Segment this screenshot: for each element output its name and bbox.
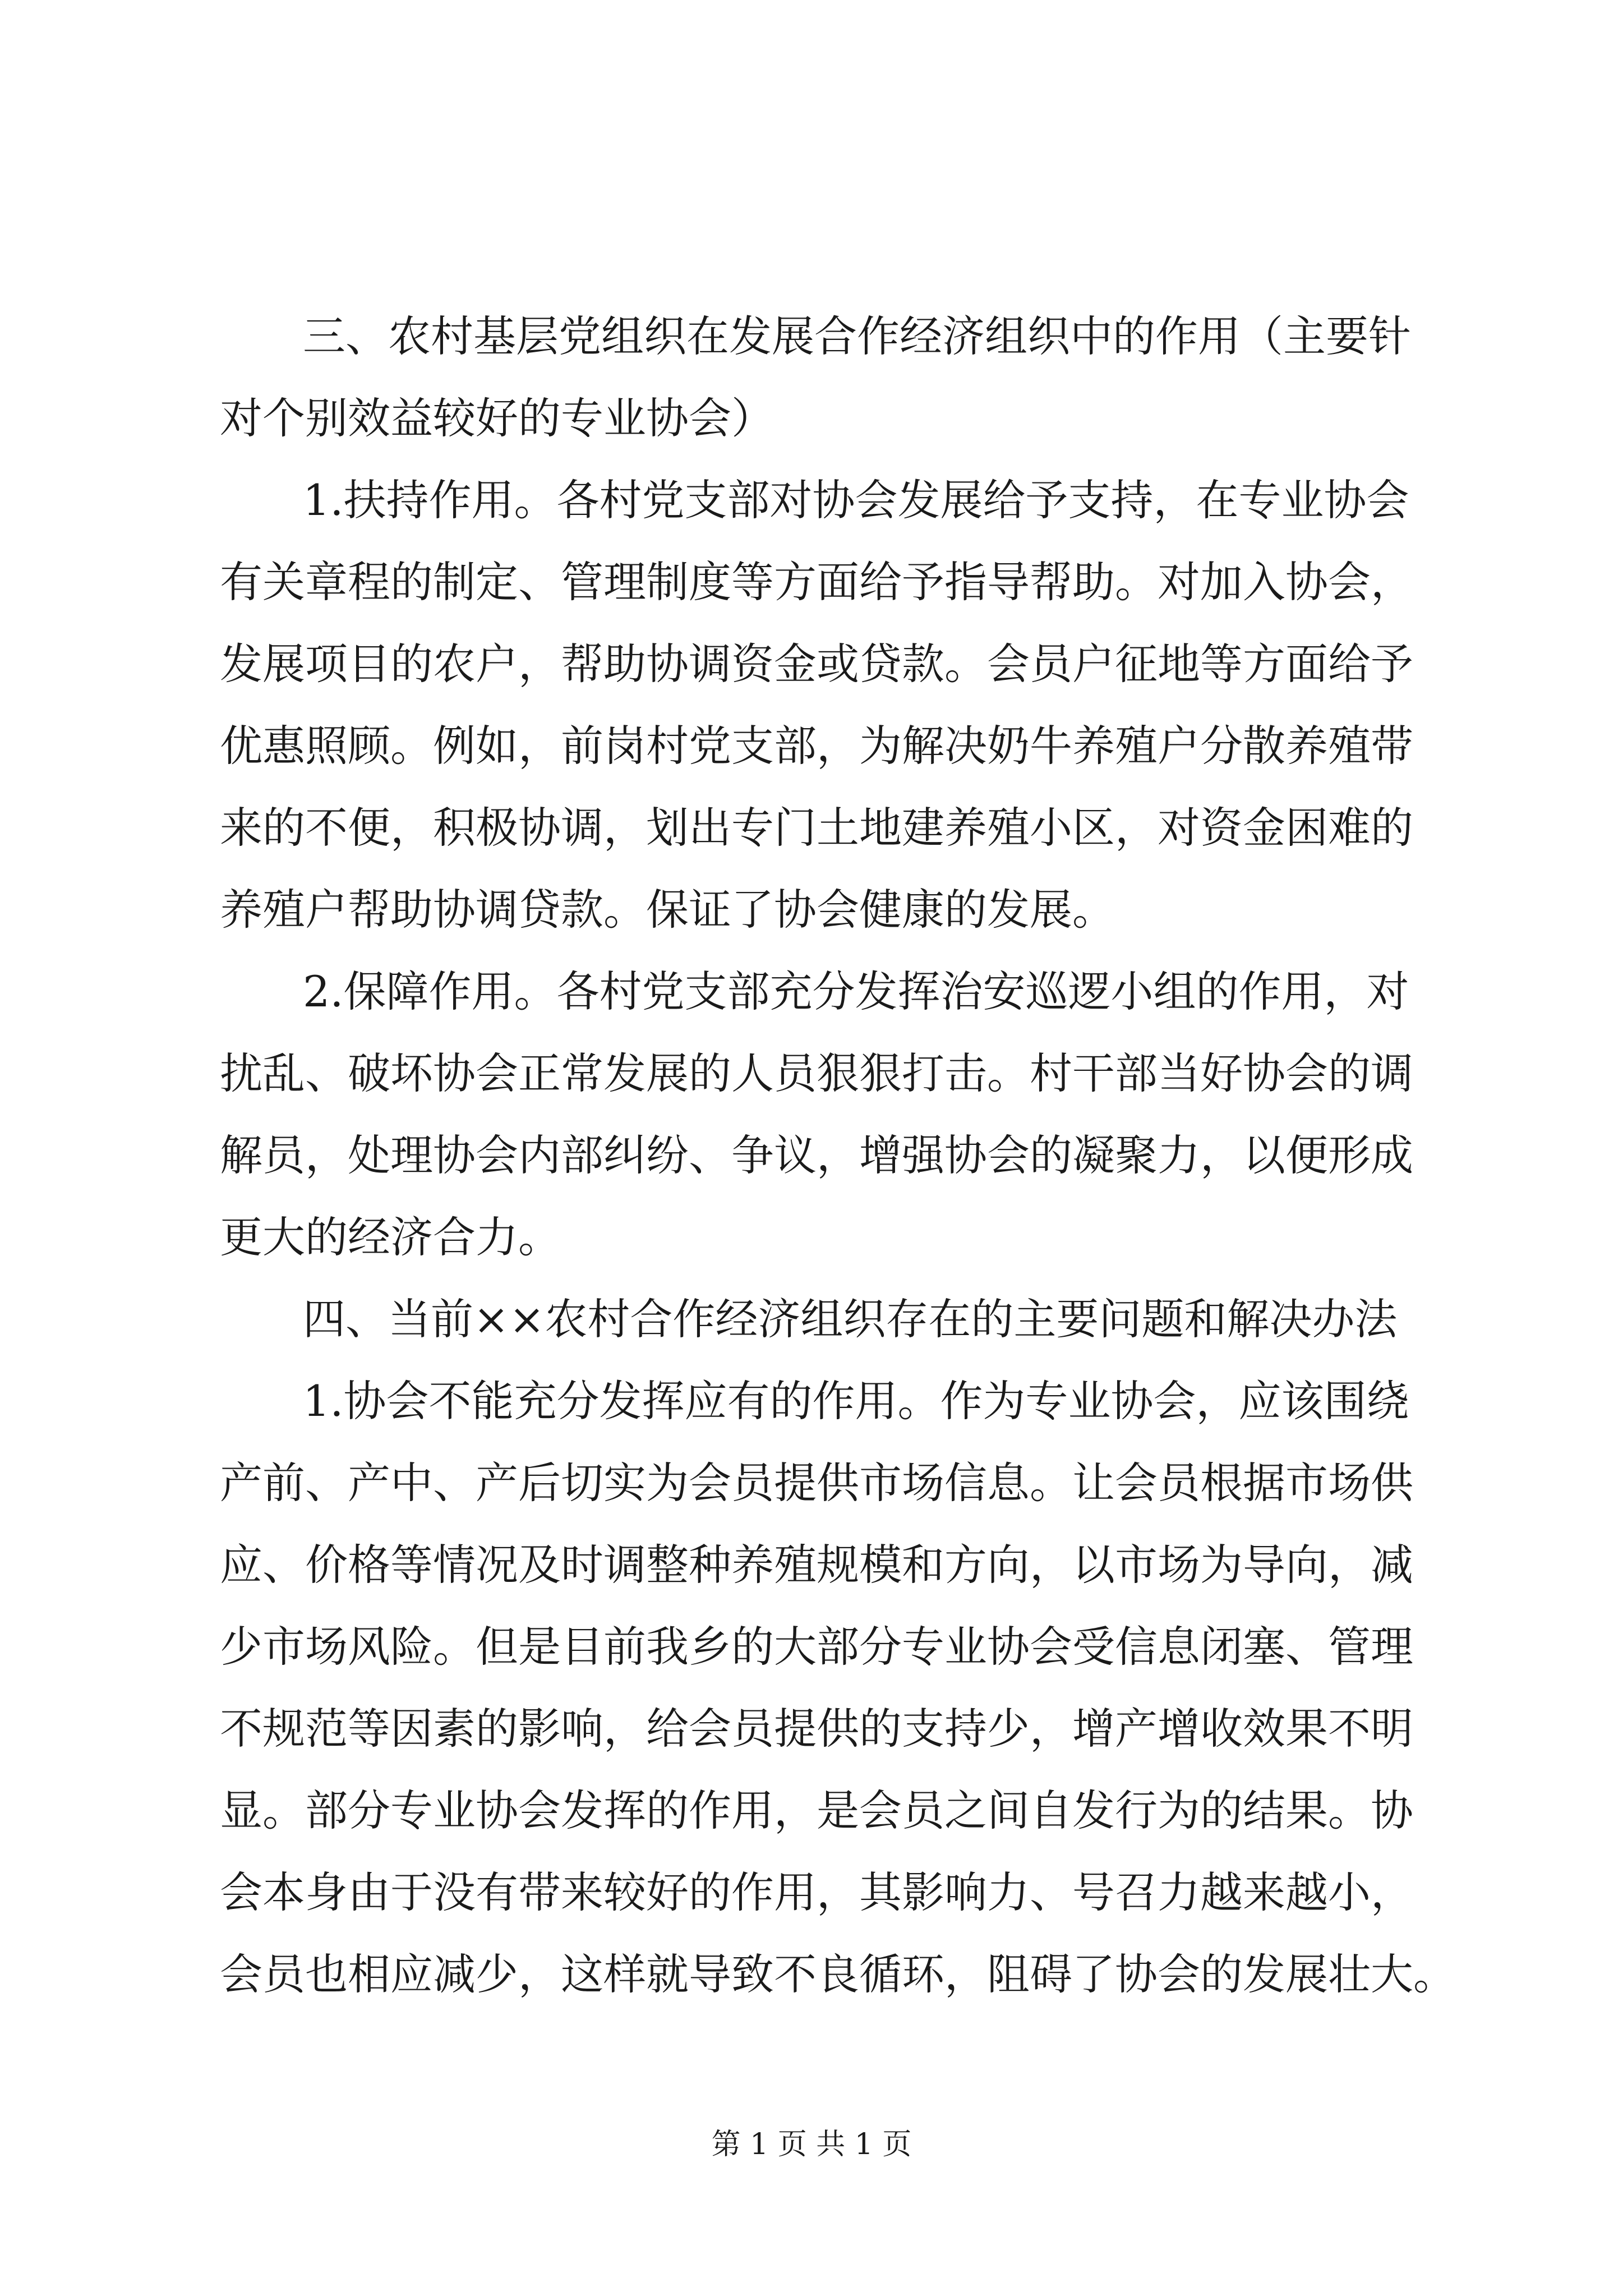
text-line: 会本身由于没有带来较好的作用，其影响力、号召力越来越小，	[220, 1867, 1413, 1917]
paragraph-first-line: 1.扶持作用。各村党支部对协会发展给予支持，在专业协会	[303, 475, 1409, 525]
text-line: 显。部分专业协会发挥的作用，是会员之间自发行为的结果。协	[220, 1786, 1413, 1835]
page-number-footer: 第 1 页 共 1 页	[711, 2128, 912, 2161]
text-line: 发展项目的农户，帮助协调资金或贷款。会员户征地等方面给予	[220, 639, 1413, 689]
paragraph-first-line: 2.保障作用。各村党支部充分发挥治安巡逻小组的作用，对	[303, 967, 1409, 1016]
text-line: 对个别效益较好的专业协会）	[220, 393, 774, 443]
text-line: 来的不便，积极协调，划出专门土地建养殖小区，对资金困难的	[220, 803, 1413, 853]
text-line: 不规范等因素的影响，给会员提供的支持少，增产增收效果不明	[220, 1704, 1413, 1754]
text-line: 产前、产中、产后切实为会员提供市场信息。让会员根据市场供	[220, 1458, 1413, 1508]
paragraph-first-line: 1.协会不能充分发挥应有的作用。作为专业协会，应该围绕	[303, 1376, 1409, 1426]
text-line: 更大的经济合力。	[220, 1212, 561, 1262]
text-line: 少市场风险。但是目前我乡的大部分专业协会受信息闭塞、管理	[220, 1622, 1413, 1672]
section-heading: 四、当前××农村合作经济组织存在的主要问题和解决办法	[303, 1294, 1398, 1344]
text-line: 优惠照顾。例如，前岗村党支部，为解决奶牛养殖户分散养殖带	[220, 721, 1413, 771]
text-line: 扰乱、破坏协会正常发展的人员狠狠打击。村干部当好协会的调	[220, 1048, 1413, 1098]
text-line: 养殖户帮助协调贷款。保证了协会健康的发展。	[220, 885, 1115, 935]
section-heading: 三、农村基层党组织在发展合作经济组织中的作用（主要针	[303, 311, 1411, 361]
text-line: 应、价格等情况及时调整种养殖规模和方向，以市场为导向，减	[220, 1540, 1413, 1590]
text-line: 会员也相应减少，这样就导致不良循环，阻碍了协会的发展壮大。	[220, 1949, 1456, 1999]
text-line: 有关章程的制定、管理制度等方面给予指导帮助。对加入协会，	[220, 557, 1413, 607]
text-line: 解员，处理协会内部纠纷、争议，增强协会的凝聚力，以便形成	[220, 1130, 1413, 1180]
